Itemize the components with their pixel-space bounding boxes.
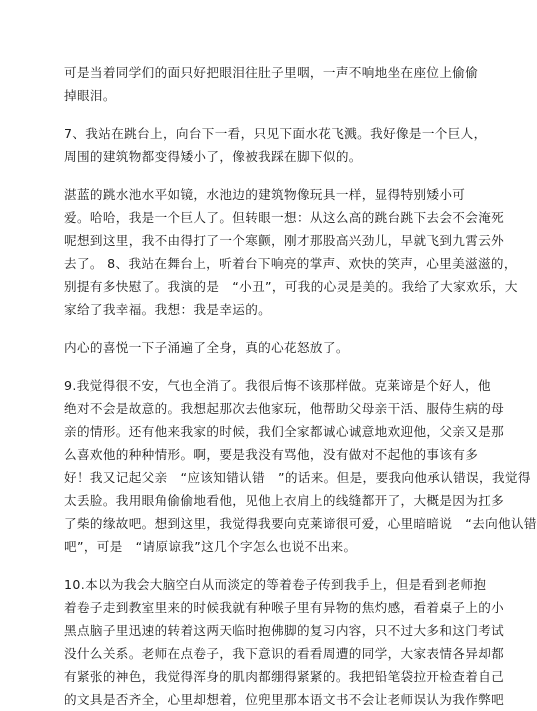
text-line: 了柴的缘故吧。想到这里，我觉得我要向克莱谛很可爱，心里暗暗说 “去向他认错 xyxy=(64,516,537,531)
text-line: 太丢脸。我用眼角偷偷地看他，见他上衣肩上的线缝都开了，大概是因为扛多 xyxy=(64,493,505,508)
text-line: 有紧张的神色，我觉得浑身的肌肉都绷得紧紧的。我把铅笔袋拉开检查着自己 xyxy=(64,669,505,684)
paragraph-2 xyxy=(64,122,487,168)
text-line: 7、我站在跳台上，向台下一看，只见下面水花飞溅。我好像是一个巨人， xyxy=(64,126,487,141)
paragraph-4 xyxy=(64,336,446,359)
text-line: 绝对不会是故意的。我想起那次去他家玩，他帮助父母亲干活、服侍生病的母 xyxy=(64,401,505,416)
paragraph-3 xyxy=(64,183,518,321)
text-line: 10.本以为我会大脑空白从而淡定的等着卷子传到我手上，但是看到老师抱 xyxy=(64,577,487,592)
text-line: 可是当着同学们的面只好把眼泪往肚子里咽，一声不响地坐在座位上偷偷 xyxy=(64,65,479,80)
text-line: 着卷子走到教室里来的时候我就有种喉子里有异物的焦灼感，看着桌子上的小 xyxy=(64,600,505,615)
text-line: 家给了我幸福。我想：我是幸运的。 xyxy=(64,302,272,317)
text-line: 没什么关系。老师在点卷子，我下意识的看看周遭的同学，大家表情各异却都 xyxy=(64,646,505,661)
text-line: 湛蓝的跳水池水平如镜，水池边的建筑物像玩具一样，显得特别矮小可 xyxy=(64,187,466,202)
text-line: 掉眼泪。 xyxy=(64,88,116,103)
text-line: 周围的建筑物都变得矮小了，像被我踩在脚下似的。 xyxy=(64,149,362,164)
text-line: 爱。哈哈，我是一个巨人了。但转眼一想：从这么高的跳台跳下去会不会淹死 xyxy=(64,210,505,225)
paragraph-1 xyxy=(64,61,479,107)
text-line: 的文具是否齐全，心里却想着，位兜里那本语文书不会让老师误认为我作弊吧 xyxy=(64,692,505,707)
text-line: 别提有多快慰了。我演的是 “小丑”，可我的心灵是美的。我给了大家欢乐，大 xyxy=(64,279,518,294)
text-line: 黑点脑子里迅速的转着这两天临时抱佛脚的复习内容，只不过大多和这门考试 xyxy=(64,623,505,638)
text-line: 内心的喜悦一下子涌遍了全身，真的心花怒放了。 xyxy=(64,340,349,355)
paragraph-6 xyxy=(64,573,505,711)
text-line: 吧”，可是 “请原谅我”这几个字怎么也说不出来。 xyxy=(64,539,357,554)
text-line: 去了。 8、我站在舞台上，听着台下响亮的掌声、欢快的笑声，心里美滋滋的， xyxy=(64,256,517,271)
text-line: 么喜欢他的种种情形。啊，要是我没有骂他，没有做对不起他的事该有多 xyxy=(64,447,479,462)
text-line: 好！我又记起父亲 “应该知错认错 ”的话来。但是，要我向他承认错误，我觉得 xyxy=(64,470,531,485)
paragraph-5 xyxy=(64,374,537,558)
text-line: 呢想到这里，我不由得打了一个寒颤，刚才那股高兴劲儿，早就飞到九霄云外 xyxy=(64,233,505,248)
text-line: 亲的情形。还有他来我家的时候，我们全家都诚心诚意地欢迎他，父亲又是那 xyxy=(64,424,505,439)
text-line: 9.我觉得很不安，气也全消了。我很后悔不该那样做。克莱谛是个好人，他 xyxy=(64,378,491,393)
